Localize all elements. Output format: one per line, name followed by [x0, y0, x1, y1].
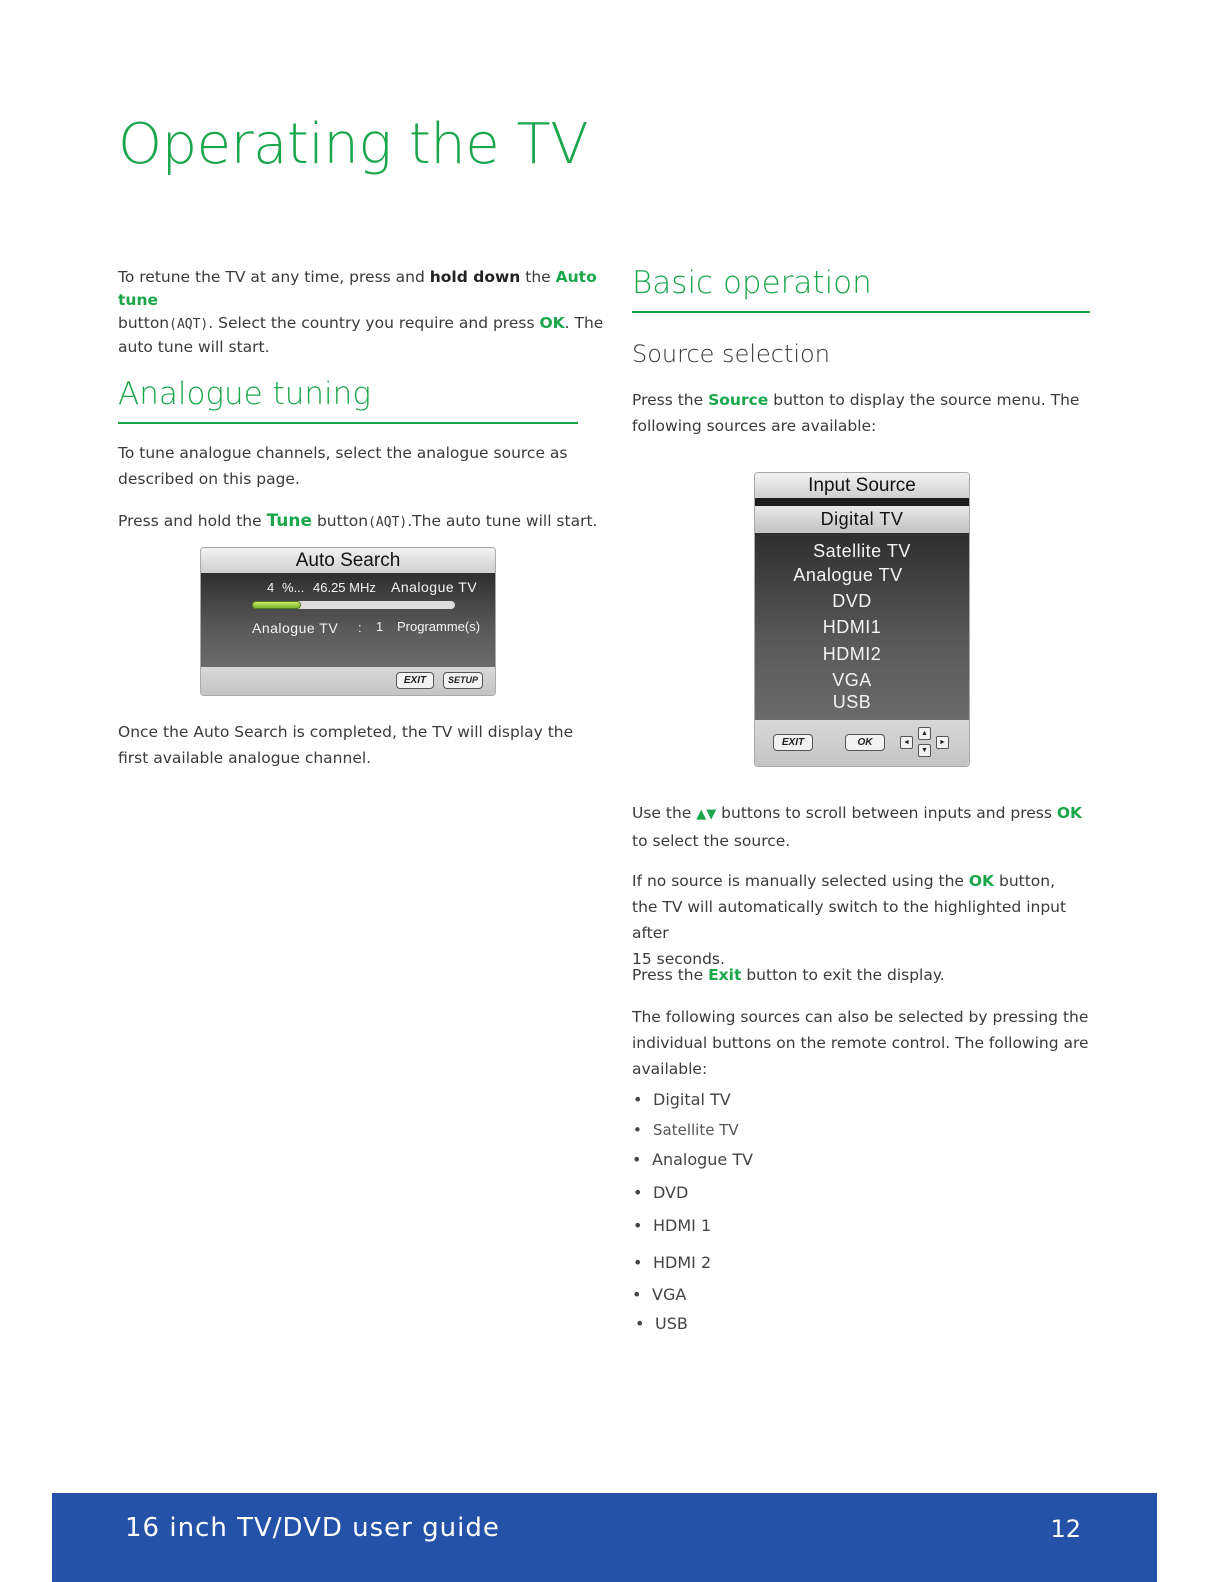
intro-paragraph: To retune the TV at any time, press and hold down the Auto tune button(AQT). Select the country you require and press OK. The auto tune will start. [118, 268, 604, 356]
source-paragraph-1: Press the Source button to display the source menu. The following sources are available: [632, 391, 1080, 435]
analogue-paragraph-1: To tune analogue channels, select the analogue source as described on this page. [118, 444, 568, 488]
programme-count: 1 [376, 619, 384, 634]
up-down-arrows-icon: ▲▼ [696, 807, 717, 822]
tuning-source: Analogue TV [391, 579, 478, 595]
input-source-menu [754, 472, 970, 767]
page-number: 12 [1050, 1515, 1081, 1543]
menu-items [755, 533, 969, 720]
result-colon: : [358, 620, 362, 635]
exit-button[interactable]: EXIT [396, 672, 434, 689]
right-arrow-icon[interactable]: ► [936, 736, 949, 749]
list-item: • HDMI 1 [653, 1216, 711, 1235]
page-title: Operating the TV [118, 112, 589, 177]
basic-operation-heading: Basic operation [632, 265, 872, 301]
source-paragraph-2: Use the ▲▼ buttons to scroll between inputs and press OK to select the source. [632, 804, 1083, 850]
auto-search-body [201, 573, 495, 667]
auto-search-dialog [200, 547, 496, 696]
menu-item-usb[interactable]: USB [832, 692, 872, 712]
list-item: • Analogue TV [652, 1150, 753, 1169]
left-arrow-icon[interactable]: ◄ [900, 736, 913, 749]
menu-item-analogue-tv[interactable]: Analogue TV [793, 565, 903, 585]
analogue-tuning-heading: Analogue tuning [118, 376, 371, 412]
programme-unit: Programme(s) [397, 619, 481, 634]
source-paragraph-5: The following sources can also be selected by pressing the individual buttons on the remote control. The following are available: [632, 1008, 1089, 1078]
list-item: • Digital TV [653, 1090, 731, 1109]
menu-item-dvd[interactable]: DVD [832, 591, 872, 611]
analogue-heading-rule [118, 422, 578, 424]
list-item: • VGA [652, 1285, 686, 1304]
exit-button[interactable]: EXIT [773, 734, 813, 751]
source-selection-subheading: Source selection [632, 340, 830, 368]
menu-item-hdmi2[interactable]: HDMI2 [822, 644, 882, 664]
auto-search-title: Auto Search [201, 548, 495, 573]
result-label: Analogue TV [252, 620, 339, 636]
progress-fill [252, 601, 301, 609]
analogue-paragraph-2: Press and hold the Tune button(AQT).The auto tune will start. [118, 511, 598, 531]
ok-button[interactable]: OK [845, 734, 885, 751]
source-paragraph-3: If no source is manually selected using the OK button, the TV will automatically switch to the highlighted input after 15 seconds. [632, 872, 1067, 968]
setup-button[interactable]: SETUP [443, 672, 483, 689]
page-footer [52, 1493, 1157, 1582]
input-source-title: Input Source [755, 473, 969, 498]
down-arrow-icon[interactable]: ▼ [918, 744, 931, 757]
list-item: • Satellite TV [653, 1121, 739, 1139]
menu-item-satellite-tv[interactable]: Satellite TV [813, 541, 911, 561]
frequency-readout: 46.25 MHz [313, 580, 376, 595]
list-item: • HDMI 2 [653, 1253, 711, 1272]
progress-percent-unit: %... [282, 580, 305, 595]
input-source-button-bar [755, 720, 969, 766]
basic-heading-rule [632, 311, 1090, 313]
menu-item-hdmi1[interactable]: HDMI1 [822, 617, 882, 637]
menu-separator [755, 498, 969, 506]
up-arrow-icon[interactable]: ▲ [918, 727, 931, 740]
analogue-paragraph-3: Once the Auto Search is completed, the TV will display the first available analogue channel. [118, 723, 574, 767]
auto-search-button-bar [201, 667, 495, 695]
menu-selected-item[interactable]: Digital TV [755, 506, 969, 533]
footer-title: 16 inch TV/DVD user guide [125, 1513, 500, 1543]
source-paragraph-4: Press the Exit button to exit the display. [632, 966, 945, 984]
list-item: • USB [655, 1314, 688, 1333]
progress-percent: 4 [267, 580, 275, 595]
list-item: • DVD [653, 1183, 688, 1202]
menu-item-vga[interactable]: VGA [832, 670, 872, 690]
